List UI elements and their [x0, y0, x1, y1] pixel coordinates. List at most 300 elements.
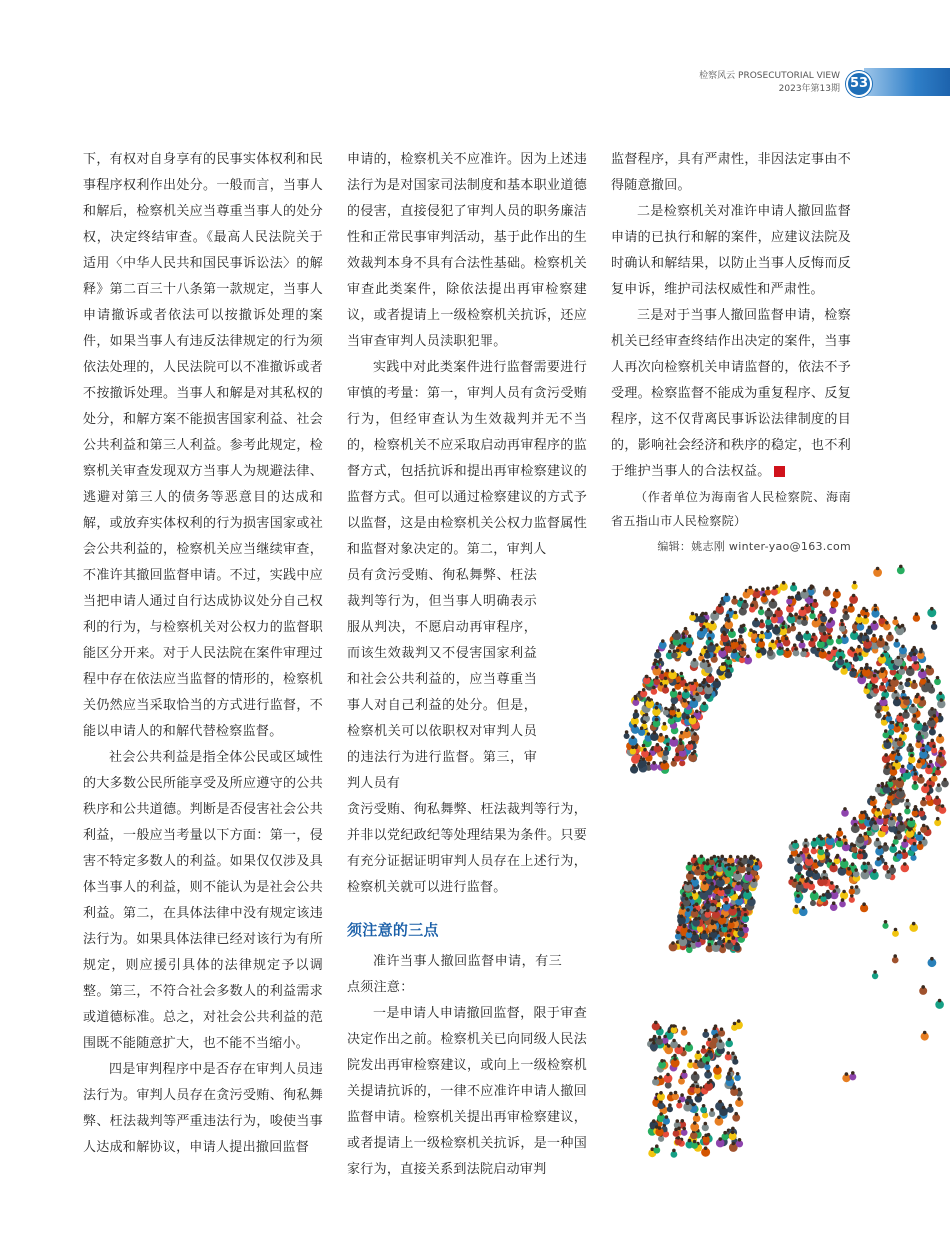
crowd-person-head	[734, 611, 738, 615]
crowd-person-head	[838, 649, 842, 653]
crowd-person-head	[720, 915, 724, 919]
crowd-person-head	[706, 862, 710, 866]
crowd-person-head	[733, 596, 737, 600]
crowd-person-head	[940, 698, 944, 702]
crowd-person-head	[680, 677, 684, 681]
crowd-person-head	[847, 867, 851, 871]
crowd-person	[676, 1102, 682, 1108]
crowd-person-head	[728, 867, 732, 871]
crowd-person-head	[908, 743, 912, 747]
crowd-person-head	[658, 1126, 662, 1130]
crowd-person-head	[857, 614, 861, 618]
article-column-1	[83, 147, 323, 1161]
crowd-person-head	[655, 666, 659, 670]
crowd-person-head	[625, 730, 629, 734]
crowd-person-head	[737, 908, 741, 912]
crowd-person	[892, 619, 898, 625]
crowd-person-head	[741, 648, 745, 652]
crowd-person-head	[755, 862, 759, 866]
crowd-person-head	[908, 666, 912, 670]
crowd-person-head	[685, 683, 689, 687]
crowd-person-head	[665, 1115, 669, 1119]
crowd-person-head	[895, 723, 899, 727]
crowd-person-head	[691, 612, 695, 616]
crowd-person-head	[643, 720, 647, 724]
crowd-person-head	[672, 688, 676, 692]
crowd-person-head	[642, 744, 646, 748]
crowd-person-head	[859, 834, 863, 838]
crowd-person	[708, 870, 714, 876]
crowd-person-head	[785, 637, 789, 641]
crowd-person-head	[851, 668, 855, 672]
crowd-person-head	[652, 761, 656, 765]
crowd-person-head	[688, 1096, 692, 1100]
crowd-person-head	[898, 850, 902, 854]
crowd-person-head	[669, 1092, 673, 1096]
crowd-person-head	[740, 625, 744, 629]
crowd-person-head	[686, 882, 690, 886]
crowd-person-head	[877, 808, 881, 812]
crowd-person-head	[844, 611, 848, 615]
crowd-person-head	[830, 881, 834, 885]
crowd-person-head	[884, 842, 888, 846]
crowd-person-head	[918, 831, 922, 835]
crowd-person-head	[903, 839, 907, 843]
crowd-person-head	[899, 565, 903, 569]
crowd-person-head	[841, 623, 845, 627]
crowd-person-head	[832, 901, 836, 905]
crowd-person-head	[838, 828, 842, 832]
crowd-person-head	[858, 652, 862, 656]
crowd-person-head	[938, 754, 942, 758]
crowd-person-head	[798, 616, 802, 620]
crowd-person-head	[691, 715, 695, 719]
crowd-person-head	[775, 625, 779, 629]
crowd-person-head	[895, 697, 899, 701]
crowd-person-head	[711, 621, 715, 625]
crowd-person-head	[694, 863, 698, 867]
crowd-person-head	[704, 612, 708, 616]
crowd-person-head	[687, 1042, 691, 1046]
crowd-person-head	[884, 815, 888, 819]
crowd-person-head	[803, 589, 807, 593]
crowd-person-head	[910, 748, 914, 752]
crowd-person-head	[696, 1050, 700, 1054]
header-accent-bar	[864, 68, 950, 96]
crowd-person-head	[672, 737, 676, 741]
crowd-person-head	[811, 610, 815, 614]
crowd-person-head	[913, 768, 917, 772]
author-affiliation: （作者单位为海南省人民检察院、海南省五指山市人民检察院）	[611, 490, 851, 528]
crowd-person-head	[727, 656, 731, 660]
page-header	[650, 66, 950, 98]
crowd-person	[931, 747, 937, 753]
crowd-person-head	[695, 1113, 699, 1117]
crowd-person-head	[874, 604, 878, 608]
crowd-person-head	[749, 586, 753, 590]
crowd-person	[663, 710, 669, 716]
crowd-person-head	[776, 637, 780, 641]
crowd-person-head	[692, 741, 696, 745]
crowd-person-head	[710, 1108, 714, 1112]
crowd-person-head	[760, 631, 764, 635]
crowd-person-head	[842, 665, 846, 669]
crowd-person-head	[726, 1051, 730, 1055]
crowd-person-head	[691, 752, 695, 756]
crowd-person	[704, 1064, 710, 1070]
crowd-person-head	[913, 808, 917, 812]
crowd-person-head	[655, 676, 659, 680]
crowd-person-head	[891, 660, 895, 664]
crowd-person-head	[693, 658, 697, 662]
crowd-person-head	[766, 587, 770, 591]
crowd-person-head	[652, 1119, 656, 1123]
crowd-person-head	[700, 855, 704, 859]
magazine-name-cn: 检察风云	[699, 71, 736, 81]
crowd-person-head	[664, 707, 668, 711]
crowd-person-head	[819, 611, 823, 615]
crowd-person-head	[663, 722, 667, 726]
crowd-person-head	[693, 932, 697, 936]
crowd-person-head	[719, 877, 723, 881]
crowd-person-head	[912, 922, 916, 926]
crowd-person-head	[655, 702, 659, 706]
crowd-person-head	[845, 1072, 849, 1076]
crowd-person-head	[713, 1027, 717, 1031]
crowd-person-head	[704, 1029, 708, 1033]
crowd-person-head	[898, 813, 902, 817]
crowd-person-head	[802, 906, 806, 910]
crowd-person-head	[664, 747, 668, 751]
crowd-person-head	[727, 934, 731, 938]
crowd-person-head	[744, 913, 748, 917]
crowd-person-head	[922, 824, 926, 828]
crowd-person-head	[864, 832, 868, 836]
crowd-person-head	[886, 870, 890, 874]
crowd-person-head	[923, 722, 927, 726]
crowd-person-head	[843, 634, 847, 638]
crowd-person-head	[693, 732, 697, 736]
crowd-person	[701, 1048, 707, 1054]
crowd-person-head	[936, 817, 940, 821]
crowd-person-head	[767, 616, 771, 620]
crowd-person-head	[744, 924, 748, 928]
crowd-person	[732, 614, 738, 620]
crowd-person-head	[879, 638, 883, 642]
crowd-person-head	[930, 707, 934, 711]
crowd-person-head	[912, 680, 916, 684]
crowd-person-head	[808, 868, 812, 872]
crowd-person-head	[726, 643, 730, 647]
crowd-person-head	[688, 741, 692, 745]
crowd-person-head	[747, 871, 751, 875]
crowd-person-head	[682, 1027, 686, 1031]
paragraph: 四是审判程序中是否存在审判人员违法行为。审判人员存在贪污受贿、徇私舞弊、枉法裁判等严重违法行为，唆使当事人达成和解协议，申请人提出撤回监督	[83, 1062, 323, 1155]
crowd-person-head	[873, 674, 877, 678]
crowd-person-head	[823, 870, 827, 874]
crowd-person-head	[752, 630, 756, 634]
crowd-person-head	[874, 685, 878, 689]
crowd-person	[884, 645, 890, 651]
crowd-person-head	[924, 783, 928, 787]
crowd-person-head	[731, 1127, 735, 1131]
crowd-person-head	[671, 707, 675, 711]
crowd-person-head	[777, 607, 781, 611]
crowd-person-head	[877, 784, 881, 788]
crowd-person-head	[733, 1022, 737, 1026]
crowd-person-head	[712, 929, 716, 933]
crowd-person-head	[943, 778, 947, 782]
crowd-person-head	[707, 1050, 711, 1054]
crowd-person-head	[739, 635, 743, 639]
crowd-person	[667, 1106, 673, 1112]
crowd-person-head	[880, 654, 884, 658]
crowd-person-head	[706, 1061, 710, 1065]
crowd-person-head	[722, 1106, 726, 1110]
crowd-person-head	[922, 749, 926, 753]
crowd-person-head	[843, 835, 847, 839]
crowd-person-head	[723, 924, 727, 928]
crowd-person-head	[901, 765, 905, 769]
crowd-person-head	[698, 683, 702, 687]
crowd-person-head	[663, 1035, 667, 1039]
crowd-person-head	[826, 890, 830, 894]
crowd-person-head	[803, 617, 807, 621]
crowd-person-head	[781, 626, 785, 630]
crowd-person-head	[929, 717, 933, 721]
paragraph: 下，有权对自身享有的民事实体权利和民事程序权利作出处分。一般而言，当事人和解后，检察机关应当尊重当事人的处分权，决定终结审查。《最高人民法院关于适用〈中华人民共和国民事诉讼法〉的解释》第二百三十八条第一款规定，当事人申请撤诉或者依法可以按撤诉处理的案件，如果当事人有违反法律规定的行为须依法处理的，人民法院可以不准撤诉或者不按撤诉处理。当事人和解是对其私权的处分，和解方案不能损害国家利益、社会公共利益和第三人利益。参考此规定，检察机关审查发现双方当事人为规避法律、逃避对第三人的债务等恶意目的达成和解，或放弃实体权利的行为损害国家或社会公共利益的，检察机关应当继续审查，不准许其撤回监督申请。不过，实践中应当把申请人通过自行达成协议处分自己权利的行为，与检察机关对公权力的监督职能区分开来。对于人民法院在案件审理过程中存在依法应当监督的情形的，检察机关仍然应当采取恰当的方式进行监督，不能以申请人的和解代替检察监督。	[83, 152, 323, 739]
crowd-person-head	[884, 729, 888, 733]
crowd-person-head	[872, 634, 876, 638]
crowd-person-head	[793, 878, 797, 882]
crowd-person-head	[762, 593, 766, 597]
crowd-person-head	[760, 638, 764, 642]
crowd-person-head	[664, 684, 668, 688]
crowd-person-head	[904, 723, 908, 727]
crowd-person-head	[703, 702, 707, 706]
header-text	[699, 70, 840, 96]
crowd-person-head	[681, 936, 685, 940]
crowd-person-head	[673, 1057, 677, 1061]
crowd-person-head	[851, 1071, 855, 1075]
crowd-person-head	[878, 846, 882, 850]
crowd-person	[882, 923, 888, 929]
crowd-person	[717, 866, 723, 872]
crowd-person-head	[702, 1104, 706, 1108]
crowd-person	[873, 688, 879, 694]
crowd-person-head	[693, 1140, 697, 1144]
crowd-person-head	[901, 731, 905, 735]
crowd-person-head	[737, 1097, 741, 1101]
crowd-person-head	[659, 1075, 663, 1079]
crowd-person-head	[707, 684, 711, 688]
crowd-person-head	[719, 887, 723, 891]
crowd-person-head	[688, 1139, 692, 1143]
crowd-person-head	[665, 735, 669, 739]
crowd-person-head	[755, 588, 759, 592]
crowd-person-head	[683, 925, 687, 929]
crowd-person-head	[693, 877, 697, 881]
paragraph: 社会公共利益是指全体公民或区域性的大多数公民所能享受及所应遵守的公共秩序和公共道德。判断是否侵害社会公共利益，一般应当考量以下方面：第一，侵害不特定多数人的利益。如果仅仅涉及具体当事人的利益，则不能认为是社会公共利益。第二，在具体法律中没有规定该违法行为。如果具体法律已经对该行为有所规定，则应援引具体的法律规定予以调整。第三，不符合社会多数人的利益需求或道德标准。总之，对社会公共利益的范围既不能随意扩大，也不能不当缩小。	[83, 750, 323, 1051]
crowd-person-head	[826, 855, 830, 859]
end-mark-icon: ◘	[774, 466, 785, 477]
crowd-person-head	[703, 930, 707, 934]
crowd-person-head	[798, 881, 802, 885]
crowd-person-head	[719, 1039, 723, 1043]
crowd-person-head	[647, 732, 651, 736]
paragraph: 实践中对此类案件进行监督需要进行审慎的考量：第一，审判人员有贪污受贿行为，但经审查认为生效裁判并无不当的，检察机关不应采取启动再审程序的监督方式，包括抗诉和提出再审检察建议的监督方式。但可以通过检察建议的方式予以监督，这是由检察机关公权力监督属性和监督对象决定的。第二，审判人	[347, 360, 587, 557]
crowd-person-head	[876, 567, 880, 571]
crowd-person-head	[703, 881, 707, 885]
crowd-person-head	[884, 920, 888, 924]
crowd-person-head	[782, 581, 786, 585]
crowd-person-head	[702, 681, 706, 685]
crowd-person-head	[876, 702, 880, 706]
crowd-person-head	[914, 772, 918, 776]
crowd-person-head	[887, 713, 891, 717]
crowd-person-head	[710, 856, 714, 860]
crowd-person-head	[672, 1149, 676, 1153]
crowd-person-head	[822, 613, 826, 617]
crowd-person-head	[752, 856, 756, 860]
crowd-person-head	[648, 698, 652, 702]
crowd-person-head	[723, 1131, 727, 1135]
crowd-person	[898, 684, 904, 690]
crowd-person-head	[851, 648, 855, 652]
page-number-badge: 53	[846, 71, 872, 97]
crowd-person-head	[678, 1100, 682, 1104]
crowd-person-head	[892, 813, 896, 817]
crowd-person-head	[908, 828, 912, 832]
crowd-person-head	[727, 669, 731, 673]
crowd-person-head	[710, 882, 714, 886]
paragraph: 监督程序，具有严肃性，非因法定事由不得随意撤回。	[611, 152, 851, 193]
crowd-person-head	[686, 908, 690, 912]
crowd-person-head	[673, 1054, 677, 1058]
section-title: 须注意的三点	[347, 921, 439, 939]
crowd-person-head	[842, 890, 846, 894]
crowd-person-head	[737, 1019, 741, 1023]
crowd-person-head	[796, 894, 800, 898]
crowd-person-head	[899, 788, 903, 792]
crowd-person-head	[729, 855, 733, 859]
editor-credit: 编辑：姚志刚 winter-yao@163.com	[657, 540, 851, 553]
crowd-person-head	[676, 1119, 680, 1123]
issue-label: 2023年第13期	[778, 84, 840, 94]
crowd-person-head	[853, 817, 857, 821]
crowd-person-head	[838, 838, 842, 842]
crowd-person-head	[809, 587, 813, 591]
crowd-person-head	[930, 957, 934, 961]
crowd-person-head	[936, 676, 940, 680]
crowd-person	[786, 598, 792, 604]
crowd-person-head	[862, 850, 866, 854]
crowd-person-head	[905, 696, 909, 700]
crowd-person-head	[844, 605, 848, 609]
crowd-person-head	[822, 876, 826, 880]
crowd-person-head	[667, 1044, 671, 1048]
crowd-person-head	[740, 641, 744, 645]
crowd-person-head	[845, 659, 849, 663]
crowd-person-head	[723, 632, 727, 636]
crowd-person-head	[941, 804, 945, 808]
crowd-person-head	[687, 862, 691, 866]
crowd-person-head	[853, 581, 857, 585]
crowd-person-head	[915, 612, 919, 616]
crowd-person-head	[729, 608, 733, 612]
crowd-person-head	[736, 882, 740, 886]
crowd-person-head	[704, 1053, 708, 1057]
crowd-person-head	[746, 655, 750, 659]
crowd-person-head	[683, 699, 687, 703]
crowd-person-head	[658, 1036, 662, 1040]
article-column-3	[611, 147, 851, 557]
crowd-person-head	[889, 721, 893, 725]
crowd-person-head	[645, 675, 649, 679]
crowd-person-head	[711, 922, 715, 926]
crowd-person-head	[731, 1131, 735, 1135]
crowd-person-head	[936, 767, 940, 771]
crowd-person-head	[681, 1119, 685, 1123]
crowd-person-head	[894, 738, 898, 742]
crowd-person-head	[797, 591, 801, 595]
crowd-person-head	[678, 691, 682, 695]
crowd-person-head	[715, 678, 719, 682]
crowd-person	[846, 870, 852, 876]
crowd-person-head	[717, 1116, 721, 1120]
crowd-person-head	[702, 906, 706, 910]
crowd-person	[820, 896, 826, 902]
crowd-person-head	[675, 630, 679, 634]
crowd-person	[853, 656, 859, 662]
crowd-person-head	[671, 941, 675, 945]
crowd-person	[888, 724, 894, 730]
crowd-person-head	[689, 1059, 693, 1063]
crowd-person-head	[655, 718, 659, 722]
crowd-person-head	[867, 817, 871, 821]
crowd-person-head	[933, 714, 937, 718]
crowd-person-head	[923, 1031, 927, 1035]
crowd-person-head	[663, 760, 667, 764]
crowd-person-head	[668, 1103, 672, 1107]
crowd-person-head	[910, 817, 914, 821]
crowd-person-head	[693, 890, 697, 894]
crowd-person-head	[888, 632, 892, 636]
crowd-person-head	[693, 855, 697, 859]
crowd-person-head	[726, 614, 730, 618]
crowd-person-head	[918, 732, 922, 736]
crowd-person-head	[881, 782, 885, 786]
crowd-person-head	[913, 653, 917, 657]
crowd-person-head	[888, 778, 892, 782]
crowd-person-head	[901, 645, 905, 649]
crowd-person-head	[667, 1030, 671, 1034]
crowd-person-head	[666, 743, 670, 747]
crowd-person-head	[862, 862, 866, 866]
crowd-person-head	[731, 906, 735, 910]
crowd-person-head	[891, 751, 895, 755]
crowd-person-head	[865, 663, 869, 667]
crowd-person-head	[761, 587, 765, 591]
crowd-person-head	[864, 615, 868, 619]
crowd-person-head	[727, 1072, 731, 1076]
crowd-person-head	[695, 692, 699, 696]
crowd-person	[903, 726, 909, 732]
crowd-person-head	[750, 604, 754, 608]
crowd-person-head	[938, 999, 942, 1003]
crowd-person	[624, 733, 630, 739]
crowd-person-head	[930, 607, 934, 611]
